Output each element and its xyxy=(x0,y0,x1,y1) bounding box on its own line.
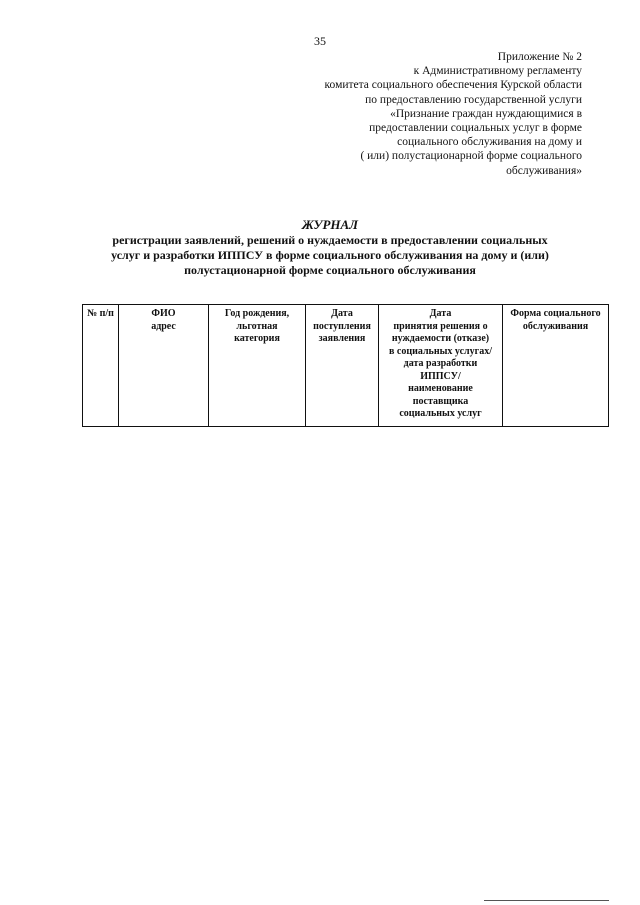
column-header-service-form xyxy=(503,305,609,427)
appendix-line: ( или) полустационарной форме социального xyxy=(360,150,582,163)
header-line: нуждаемости (отказе) xyxy=(391,333,490,344)
column-header-name-address xyxy=(119,305,209,427)
header-line: дата разработки xyxy=(403,358,478,369)
header-line: адрес xyxy=(151,320,176,332)
appendix-line: к Административному регламенту xyxy=(413,65,582,78)
subtitle-line: регистрации заявлений, решений о нуждаемости в предоставлении социальных xyxy=(112,233,548,247)
header-line: Форма социального xyxy=(510,308,601,319)
header-line: заявления xyxy=(318,333,366,344)
document-title: ЖУРНАЛ xyxy=(301,217,359,232)
header-line: ИППСУ/ xyxy=(420,370,461,382)
header-line: в социальных услугах/ xyxy=(389,345,492,357)
subtitle-line: услуг и разработки ИППСУ в форме социального обслуживания на дому и (или) xyxy=(111,248,549,262)
header-line: Год рождения, xyxy=(224,308,290,319)
document-subtitle xyxy=(60,233,600,278)
column-header-number xyxy=(83,305,119,427)
appendix-line: социального обслуживания на дому и xyxy=(397,136,582,149)
scan-edge-line xyxy=(484,900,609,901)
header-line: ФИО xyxy=(151,308,176,319)
document-title-block xyxy=(60,217,600,278)
header-line: наименование xyxy=(408,383,473,394)
appendix-line: «Признание граждан нуждающимися в xyxy=(390,107,582,120)
journal-table xyxy=(82,304,609,427)
header-line: льготная xyxy=(236,320,278,332)
header-line: № п/п xyxy=(87,308,114,319)
header-line: категория xyxy=(234,333,280,344)
header-line: поставщика xyxy=(412,395,469,407)
table-header-row xyxy=(83,305,609,427)
page-number: 35 xyxy=(314,34,326,48)
column-header-decision-date xyxy=(379,305,503,427)
header-line: Дата xyxy=(331,308,353,319)
appendix-line: по предоставлению государственной услуги xyxy=(365,93,582,106)
header-line: социальных услуг xyxy=(399,408,482,419)
appendix-line: Приложение № 2 xyxy=(497,51,582,63)
header-line: принятия решения о xyxy=(393,320,488,332)
header-line: Дата xyxy=(429,308,452,319)
column-header-birth-year-category xyxy=(209,305,306,427)
appendix-line: обслуживания» xyxy=(506,164,582,177)
column-header-application-date xyxy=(306,305,379,427)
header-line: обслуживания xyxy=(522,320,589,332)
appendix-line: комитета социального обеспечения Курской области xyxy=(324,79,582,92)
subtitle-line: полустационарной форме социального обслуживания xyxy=(184,263,476,277)
appendix-line: предоставлении социальных услуг в форме xyxy=(369,122,582,135)
header-line: поступления xyxy=(313,320,371,332)
appendix-note xyxy=(262,50,582,178)
